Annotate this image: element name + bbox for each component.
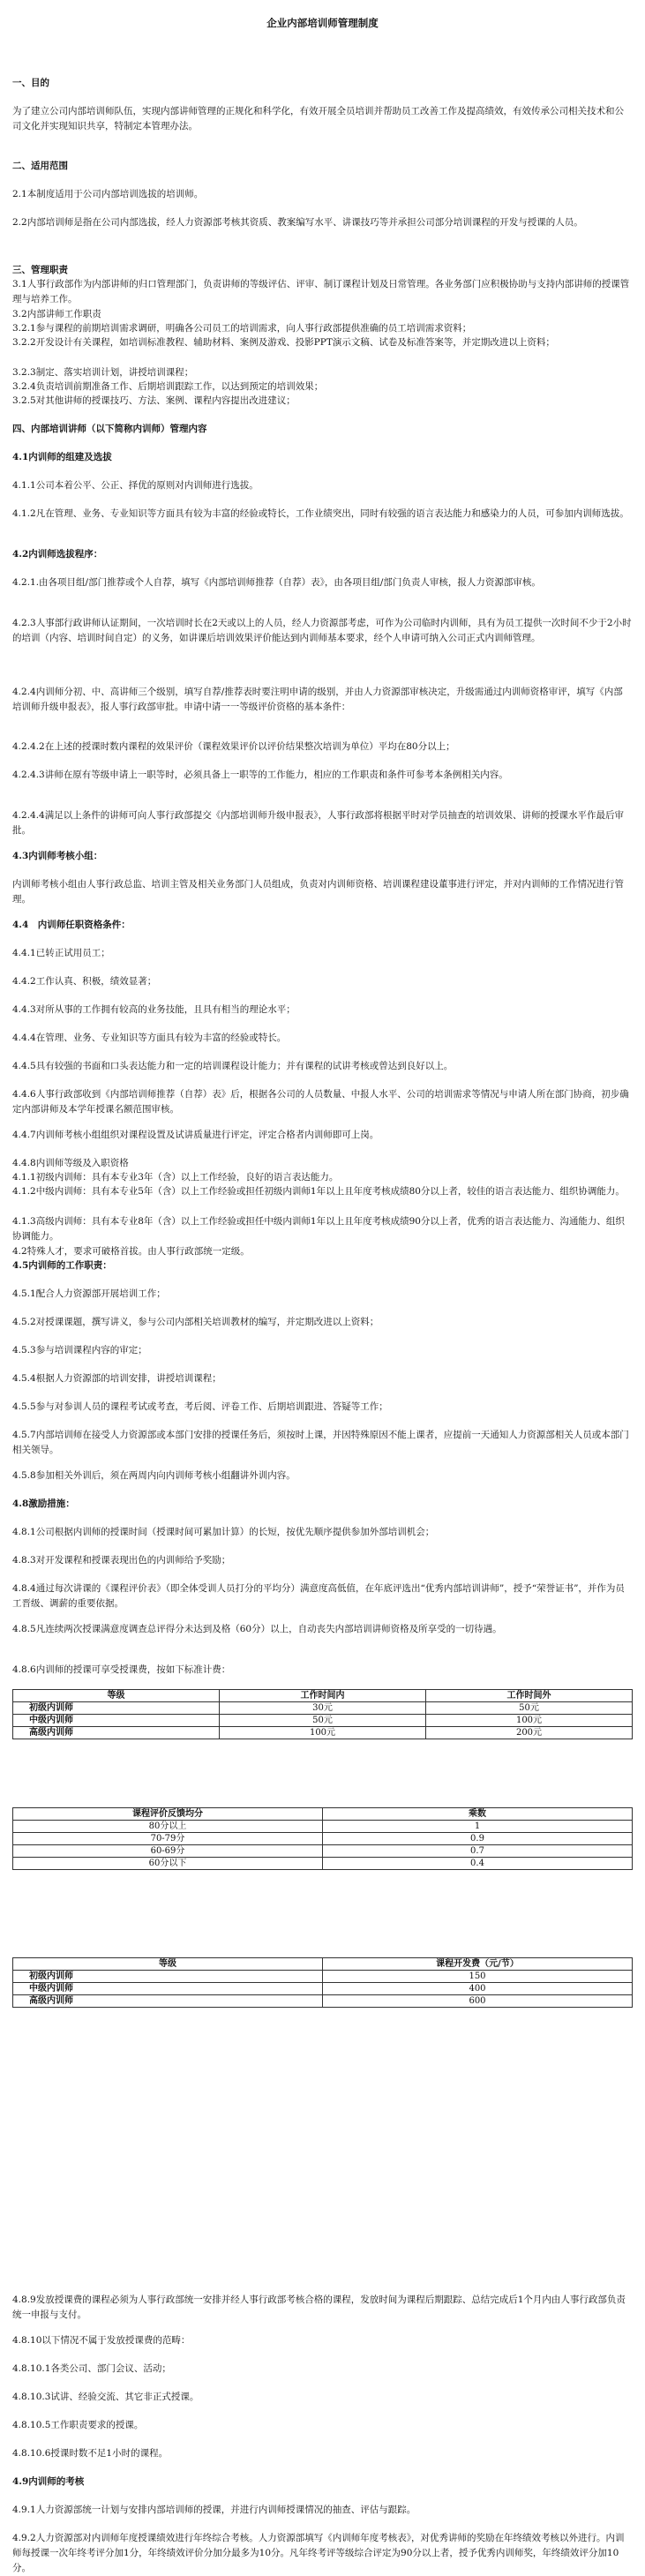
table-cell: 400	[323, 1983, 633, 1995]
paragraph: 4.5.1配合人力资源部开展培训工作；	[12, 1288, 166, 1299]
section-heading: 4.2内训师选拔程序：	[12, 549, 103, 560]
paragraph: 4.1.3高级内训师：具有本专业8年（含）以上工作经验或担任中级内训师1年以上且年度考核成绩90分以上者，优秀的语言表达能力、沟通能力、组织协调能力。	[12, 1216, 625, 1242]
paragraph: 3.2.5对其他讲师的授课技巧、方法、案例、课程内容提出改进建议；	[12, 395, 296, 406]
table-cell: 30元	[220, 1702, 426, 1715]
table-cell: 80分以上	[13, 1821, 323, 1833]
paragraph: 4.1.1公司本着公平、公正、择优的原则对内训师进行选拔。	[12, 480, 259, 491]
paragraph: 4.5.2对授课课题，撰写讲义，参与公司内部相关培训教材的编写，并定期改进以上资料；	[12, 1317, 379, 1327]
table-cell: 600	[323, 1995, 633, 2008]
table-row	[13, 1702, 633, 1715]
paragraph: 4.4.2工作认真、积极，绩效显著；	[12, 976, 157, 987]
paragraph: 4.8.10.6授课时数不足1小时的课程。	[12, 2448, 169, 2459]
paragraph: 4.4.1已转正试用员工；	[12, 948, 110, 958]
paragraph: 4.4.4在管理、业务、专业知识等方面具有较为丰富的经验或特长。	[12, 1033, 287, 1043]
paragraph: 4.8.10.1各类公司、部门会议、活动；	[12, 2363, 171, 2374]
table-header-cell: 课程开发费（元/节）	[323, 1958, 633, 1971]
paragraph: 4.4.3对所从事的工作拥有较高的业务技能，且具有相当的理论水平；	[12, 1004, 296, 1015]
section-heading: 二、适用范围	[12, 161, 68, 171]
table-cell: 60分以下	[13, 1858, 323, 1870]
evaluation-multiplier-table	[12, 1807, 633, 1870]
paragraph: 4.5.3参与培训课程内容的审定；	[12, 1345, 147, 1356]
table-header-cell: 乘数	[323, 1808, 633, 1821]
section-heading: 4.1内训师的组建及选拔	[12, 452, 112, 462]
section-heading: 四、内部培训讲师（以下简称内训师）管理内容	[12, 424, 207, 434]
paragraph: 4.5.5参与对参训人员的课程考试或考查，考后阅、评卷工作、后期培训跟进、答疑等工作；	[12, 1401, 388, 1412]
table-header-row	[13, 1690, 633, 1702]
paragraph: 3.1人事行政部作为内部讲师的归口管理部门，负责讲师的等级评估、评审、制订课程计划及日常管理。各业务部门应积极协助与支持内部讲师的授课管理与培养工作。	[12, 279, 630, 304]
paragraph: 4.2.4.4满足以上条件的讲师可向人事行政部提交《内部培训师升级申报表》，人事行政部将根据平时对学员抽查的培训效果、讲师的授课水平作最后审批。	[12, 810, 624, 836]
section-heading: 三、管理职责	[12, 265, 68, 275]
table-cell: 100元	[220, 1727, 426, 1739]
paragraph: 4.8.6内训师的授课可享受授课费，按如下标准计费：	[12, 1664, 231, 1675]
course-development-fee-table	[12, 1957, 633, 2008]
table-cell: 中级内训师	[13, 1715, 220, 1727]
paragraph: 4.9.2人力资源部对内训师年度授课绩效进行年终综合考核。人力资源部填写《内训师年度考核表》，对优秀讲师的奖励在年终绩效考核以外进行。内训师每授课一次年终考评分加1分，年终绩效评价分加分最多为10分。凡年终考评等级综合评定为90分以上者，授予优秀内训师奖，年终绩效评分加10分。	[12, 2533, 625, 2573]
paragraph: 3.2.3制定、落实培训计划，讲授培训课程；	[12, 367, 194, 378]
table-row	[13, 1727, 633, 1739]
paragraph: 4.4.6人事行政部收到《内部培训师推荐（自荐）表》后，根据各公司的人员数量、中报人水平、公司的培训需求等情况与申请人所在部门协商，初步确定内部讲师及本学年授课名额范围审核。	[12, 1089, 629, 1115]
table-cell: 0.7	[323, 1845, 633, 1858]
paragraph: 4.2.1.由各项目组/部门推荐或个人自荐，填写《内部培训师推荐（自荐）表》，由各项目组/部门负责人审核，报人力资源部审核。	[12, 577, 541, 588]
table-header-cell: 等级	[13, 1958, 323, 1971]
paragraph: 4.1.2凡在管理、业务、专业知识等方面具有较为丰富的经验或特长，工作业绩突出，同时有较强的语言表达能力和感染力的人员，可参加内训师选拔。	[12, 508, 629, 519]
paragraph: 4.8.10.3试讲、经验交流、其它非正式授课。	[12, 2392, 199, 2402]
table-row	[13, 1715, 633, 1727]
table-row	[13, 1821, 633, 1833]
paragraph: 4.5.8参加相关外训后，须在两周内向内训师考核小组翻讲外训内容。	[12, 1470, 296, 1481]
paragraph: 4.1.1初级内训师：具有本专业3年（含）以上工作经验，良好的语言表达能力。	[12, 1172, 339, 1183]
table-cell: 初级内训师	[13, 1702, 220, 1715]
paragraph: 4.4.7内训师考核小组组织对课程设置及试讲质量进行评定，评定合格者内训师即可上岗。	[12, 1130, 379, 1140]
paragraph: 3.2内部讲师工作职责	[12, 309, 101, 319]
section-heading: 4.8激励措施：	[12, 1498, 75, 1509]
table-cell: 50元	[220, 1715, 426, 1727]
table-header-row	[13, 1958, 633, 1971]
paragraph: 4.9.1人力资源部统一计划与安排内部培训师的授课，并进行内训师授课情况的抽查、评估与跟踪。	[12, 2505, 416, 2515]
paragraph: 3.2.4负责培训前期准备工作、后期培训跟踪工作，以达到预定的培训效果；	[12, 381, 324, 392]
table-cell: 200元	[426, 1727, 633, 1739]
table-cell: 0.4	[323, 1858, 633, 1870]
table-cell: 1	[323, 1821, 633, 1833]
section-heading: 4.9内训师的考核	[12, 2476, 85, 2487]
paragraph: 4.8.10.5工作职责要求的授课。	[12, 2420, 144, 2430]
table-row	[13, 1983, 633, 1995]
section-heading: 一、目的	[12, 78, 49, 88]
paragraph: 2.1本制度适用于公司内部培训选拔的培训师。	[12, 189, 204, 199]
paragraph: 4.2.4内训师分初、中、高讲师三个级别，填写自荐/推荐表时要注明申请的级别，并由人力资源部审核决定，升级需通过内训师资格审评，填写《内部培训师升级申报表》，报人事行政部审批。申请中请一一等级评价资格的基本条件：	[12, 687, 623, 712]
paragraph: 4.4.5具有较强的书面和口头表达能力和一定的培训课程设计能力；并有课程的试讲考核或曾达到良好以上。	[12, 1061, 454, 1071]
paragraph: 3.2.2开发设计有关课程，如培训标准教程、辅助材料、案例及游戏、投影PPT演示文稿、试卷及标准答案等，并定期改进以上资料；	[12, 337, 555, 348]
paragraph: 4.2特殊人才，要求可破格首拔。由人事行政部统一定级。	[12, 1246, 250, 1257]
table-header-cell: 等级	[13, 1690, 220, 1702]
table-row	[13, 1833, 633, 1845]
table-header-cell: 工作时间外	[426, 1690, 633, 1702]
table-header-cell: 工作时间内	[220, 1690, 426, 1702]
paragraph: 4.2.4.3讲师在原有等级申请上一职等时，必须具备上一职等的工作能力，相应的工作职责和条件可参考本条例相关内容。	[12, 770, 508, 780]
table-cell: 0.9	[323, 1833, 633, 1845]
table-cell: 100元	[426, 1715, 633, 1727]
paragraph: 4.1.2中级内训师：具有本专业5年（含）以上工作经验或担任初级内训师1年以上且年度考核成绩80分以上者，较佳的语言表达能力、组织协调能力。	[12, 1186, 625, 1197]
paragraph: 4.5.7内部培训师在接受人力资源部或本部门安排的授课任务后，须按时上课，并因特殊原因不能上课者，应提前一天通知人力资源部相关人员或本部门相关领导。	[12, 1430, 629, 1455]
fee-table	[12, 1689, 633, 1739]
paragraph: 内训师考核小组由人事行政总监、培训主管及相关业务部门人员组成，负责对内训师资格、培训课程建设董事进行评定，并对内训师的工作情况进行管理。	[12, 879, 624, 905]
paragraph: 3.2.1参与课程的前期培训需求调研，明确各公司员工的培训需求，向人事行政部提供准确的员工培训需求资料；	[12, 323, 472, 334]
document-title: 企业内部培训师管理制度	[266, 17, 379, 29]
paragraph: 4.2.3人事部行政讲师认证期间，一次培训时长在2天或以上的人员，经人力资源部考虑，可作为公司临时内训师，具有为员工提供一次时间不少于2小时的培训（内容、培训时间自定）的义务，如讲课后培训效果评价能达到内训师基本要求，经个人申请可纳入公司正式内训师管理。	[12, 618, 632, 643]
paragraph: 4.8.1公司根据内训师的授课时间（授课时间可累加计算）的长短，按优先顺序提供参加外部培训机会；	[12, 1527, 435, 1537]
table-cell: 70-79分	[13, 1833, 323, 1845]
table-cell: 60-69分	[13, 1845, 323, 1858]
paragraph: 4.2.4.2在上述的授课时数内课程的效果评价（课程效果评价以评价结果整次培训为单位）平均在80分以上；	[12, 741, 455, 752]
paragraph: 4.8.5凡连续两次授课满意度调查总评得分未达到及格（60分）以上，自动丧失内部培训讲师资格及所享受的一切待遇。	[12, 1624, 502, 1634]
section-heading: 4.4 内训师任职资格条件：	[12, 920, 131, 930]
paragraph: 4.8.3对开发课程和授课表现出色的内训师给予奖励；	[12, 1555, 231, 1566]
table-cell: 50元	[426, 1702, 633, 1715]
table-row	[13, 1995, 633, 2008]
section-heading: 4.5内训师的工作职责：	[12, 1260, 112, 1271]
table-cell: 高级内训师	[13, 1995, 323, 2008]
table-header-cell: 课程评价反馈均分	[13, 1808, 323, 1821]
paragraph: 4.8.10以下情况不属于发放授课费的范畴：	[12, 2335, 191, 2346]
table-cell: 中级内训师	[13, 1983, 323, 1995]
paragraph: 为了建立公司内部培训师队伍，实现内部讲师管理的正规化和科学化，有效开展全员培训并帮助员工改善工作及提高绩效，有效传承公司相关技术和公司文化并实现知识共享，特制定本管理办法。	[12, 106, 624, 131]
table-cell: 150	[323, 1971, 633, 1983]
table-cell: 高级内训师	[13, 1727, 220, 1739]
table-row	[13, 1971, 633, 1983]
paragraph: 2.2内部培训师是指在公司内部选拔，经人力资源部考核其资质、教案编写水平、讲课技巧等并承担公司部分培训课程的开发与授课的人员。	[12, 217, 583, 228]
paragraph: 4.4.8内训师等级及入职资格	[12, 1158, 129, 1168]
table-row	[13, 1858, 633, 1870]
table-row	[13, 1845, 633, 1858]
section-heading: 4.3内训师考核小组：	[12, 851, 103, 861]
paragraph: 4.5.4根据人力资源部的培训安排，讲授培训课程；	[12, 1373, 221, 1384]
table-header-row	[13, 1808, 633, 1821]
table-cell: 初级内训师	[13, 1971, 323, 1983]
paragraph: 4.8.9发放授课费的课程必须为人事行政部统一安排并经人事行政部考核合格的课程，发放时间为课程后期跟踪、总结完成后1个月内由人事行政部负责统一申报与支付。	[12, 2294, 626, 2320]
paragraph: 4.8.4通过每次讲课的《课程评价表》（即全体受训人员打分的平均分）满意度高低值，在年底评选出“优秀内部培训讲师”，授予“荣誉证书”，并作为员工晋级、调薪的重要依据。	[12, 1583, 625, 1609]
